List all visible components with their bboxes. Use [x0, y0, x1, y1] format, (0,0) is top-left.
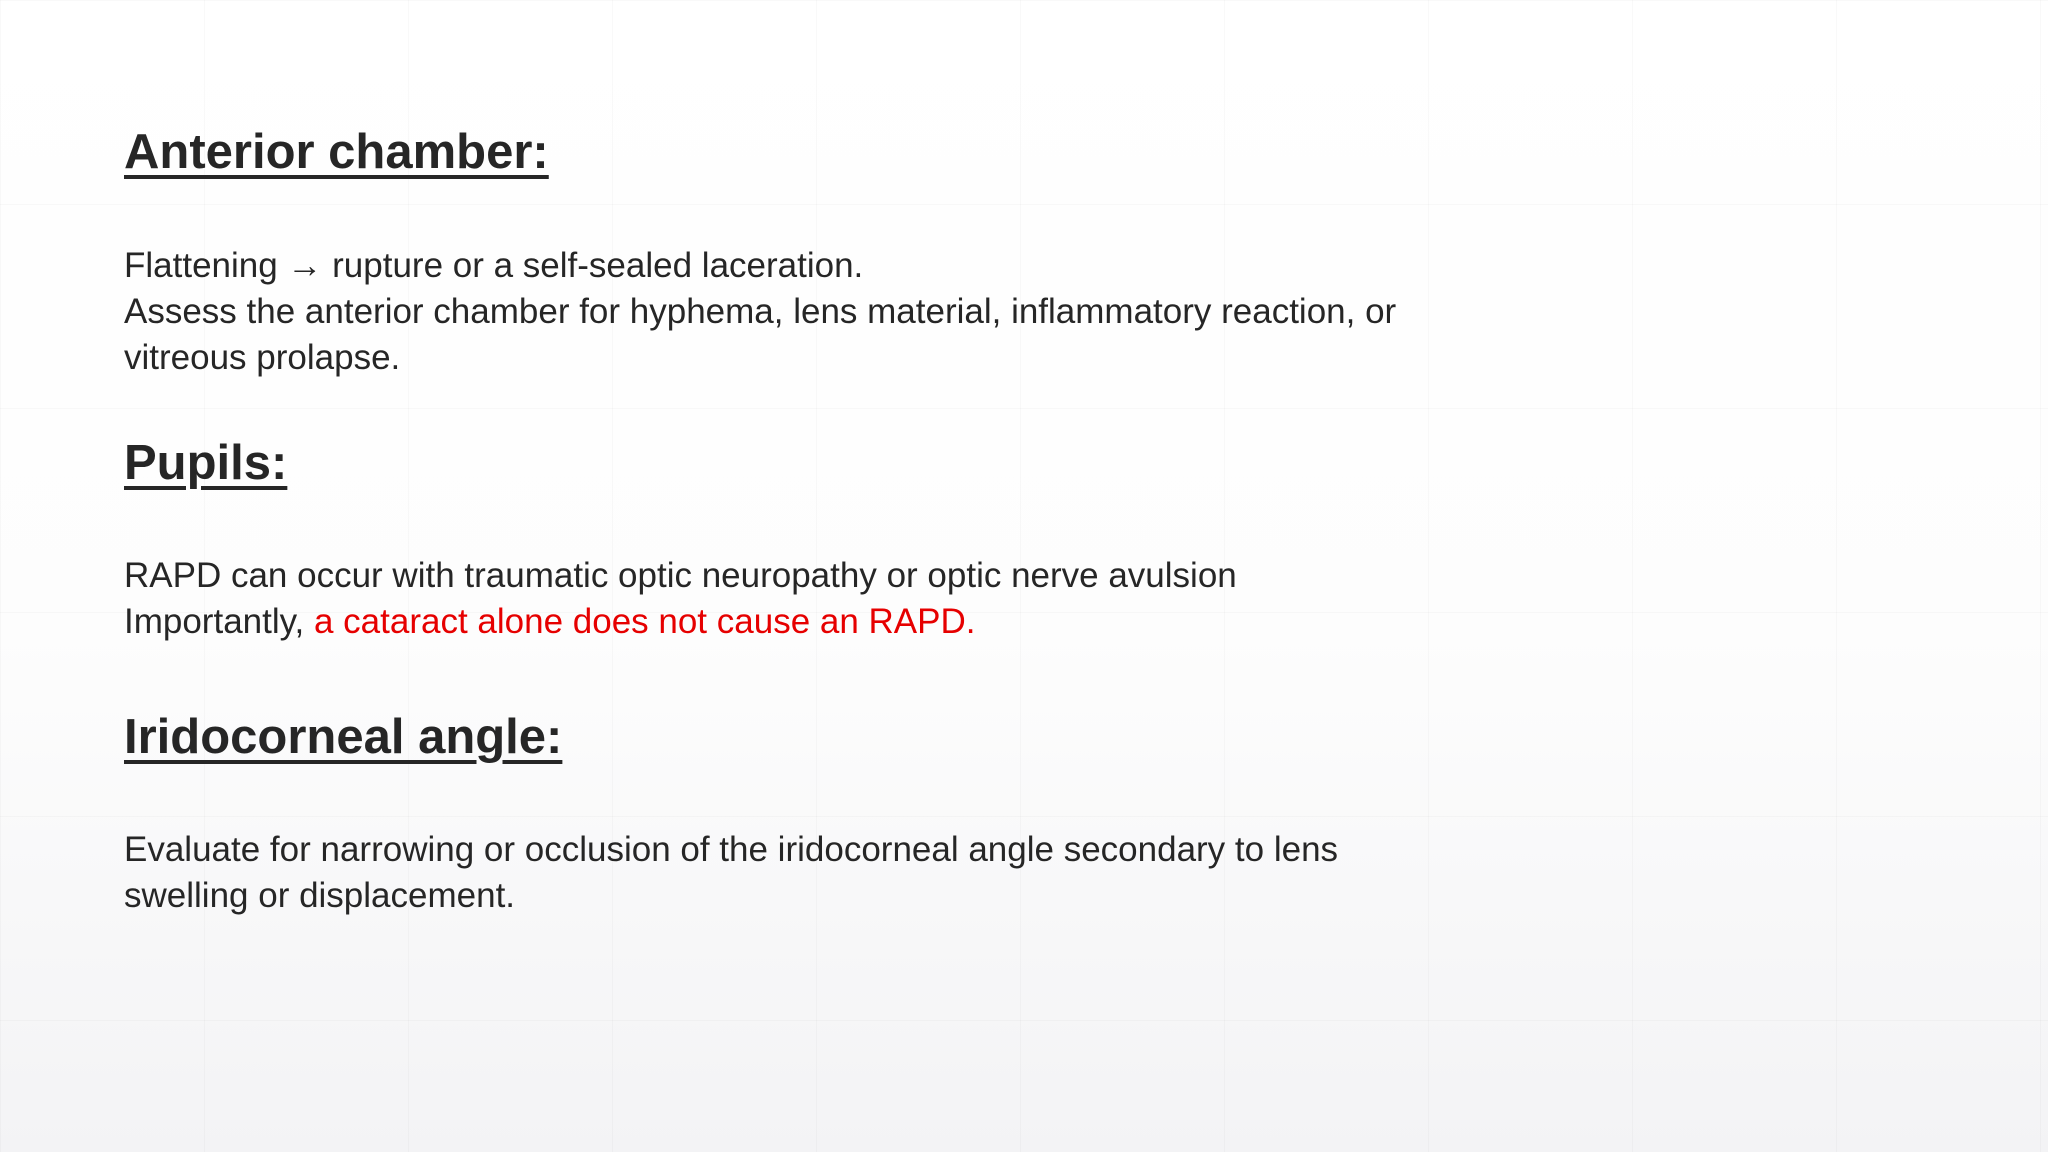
- text-line: Assess the anterior chamber for hyphema, lens material, inflammatory reaction, or: [124, 292, 1397, 331]
- heading-anterior-chamber: Anterior chamber:: [124, 125, 549, 179]
- pupils-text: [124, 553, 1624, 645]
- text-line: [124, 599, 1624, 645]
- text-line: Evaluate for narrowing or occlusion of the iridocorneal angle secondary to lens: [124, 830, 1339, 869]
- iridocorneal-angle-text: [124, 827, 1624, 919]
- text-line: RAPD can occur with traumatic optic neuropathy or optic nerve avulsion: [124, 556, 1237, 595]
- emphasis-text: a cataract alone does not cause an RAPD.: [313, 602, 976, 641]
- anterior-chamber-text: [124, 243, 1624, 381]
- heading-iridocorneal-angle: Iridocorneal angle:: [124, 710, 563, 764]
- text-line: vitreous prolapse.: [124, 338, 401, 377]
- text-line: Flattening → rupture or a self-sealed laceration.: [124, 246, 864, 285]
- heading-pupils: Pupils:: [124, 436, 288, 490]
- text-line: swelling or displacement.: [124, 876, 516, 915]
- emphasis-prefix: Importantly,: [124, 602, 314, 641]
